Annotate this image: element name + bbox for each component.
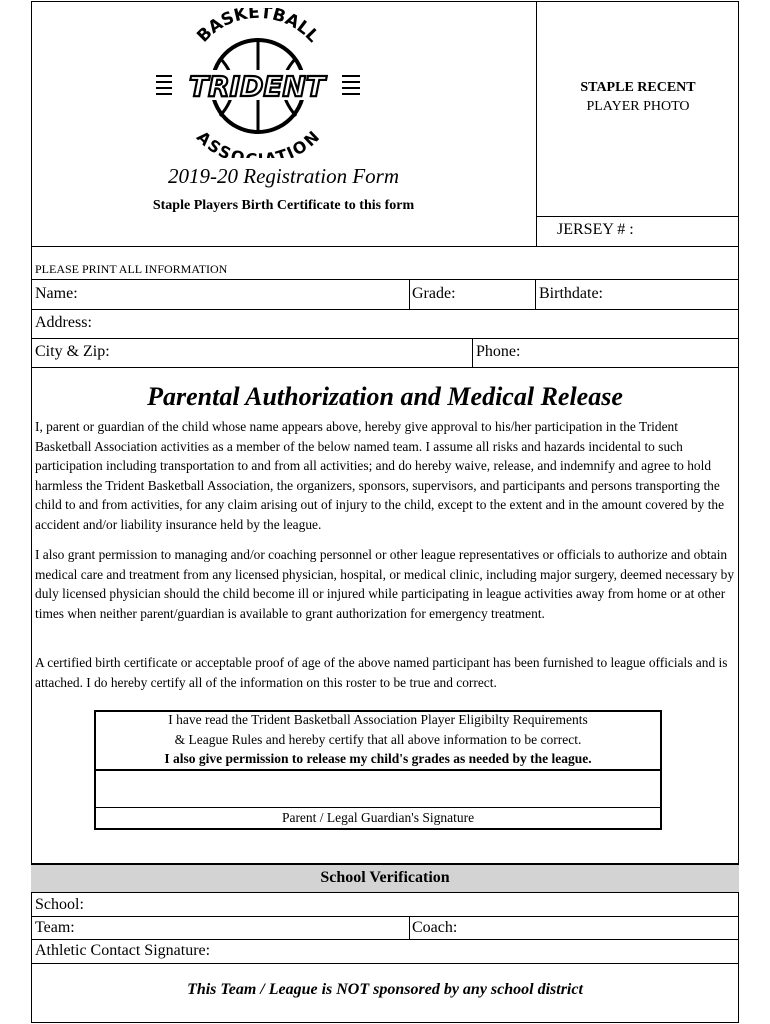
name-field[interactable]: Name: bbox=[35, 285, 78, 302]
logo-trident-text: TRIDENT bbox=[189, 70, 325, 103]
certify-line-2: & League Rules and hereby certify that all above information to be correct. bbox=[174, 732, 582, 747]
release-paragraph-2: I also grant permission to managing and/or coaching personnel or other league representatives or officials to authorize and obtain medical care and treatment from any licensed physician, hospital, or medical clinic, including major surgery, deemed necessary by duly licensed physician should the child become ill or injured while participating in league activities away from home or at other times when neither parent/guardian is available to grant authorization for emergency treatment. bbox=[35, 547, 735, 621]
athletic-contact-signature-field[interactable]: Athletic Contact Signature: bbox=[35, 942, 211, 959]
print-note: PLEASE PRINT ALL INFORMATION bbox=[35, 262, 228, 276]
release-paragraph-1: I, parent or guardian of the child whose name appears above, hereby give approval to his/her participation in the Trident Basketball Association activities as a member of the below named team. I assume all risks and hazards incidental to such participation including transportation to and from all activities; and do hereby waive, release, and indemnify and agree to hold harmless the Trident Basketball Association, the organizers, sponsors, supervisors, and participants and persons transporting the child to and from activities, for any claim arising out of injury to the child, except to the extent and in the amount covered by the accident and/or liability insurance held by the league. bbox=[35, 419, 725, 532]
basketball-logo-graphic bbox=[150, 8, 365, 158]
release-title: Parental Authorization and Medical Release bbox=[147, 382, 623, 411]
jersey-number-label[interactable]: JERSEY # : bbox=[557, 221, 634, 238]
form-title: 2019-20 Registration Form bbox=[168, 164, 399, 188]
school-verification-title: School Verification bbox=[320, 869, 450, 886]
address-field[interactable]: Address: bbox=[35, 314, 92, 331]
certify-line-3: I also give permission to release my child's grades as needed by the league. bbox=[164, 751, 592, 766]
birthdate-field[interactable]: Birthdate: bbox=[539, 285, 603, 302]
certify-line-1: I have read the Trident Basketball Association Player Eligibilty Requirements bbox=[168, 712, 588, 727]
logo-arc-bottom: ASSO TION bbox=[193, 127, 323, 158]
team-field[interactable]: Team: bbox=[35, 919, 75, 936]
guardian-signature-label: Parent / Legal Guardian's Signature bbox=[281, 810, 475, 825]
photo-box-line1: STAPLE RECENT bbox=[580, 80, 696, 95]
sponsorship-disclaimer: This Team / League is NOT sponsored by any school district bbox=[187, 981, 583, 998]
logo bbox=[150, 8, 365, 158]
guardian-signature-field[interactable] bbox=[96, 771, 660, 807]
city-zip-field[interactable]: City & Zip: bbox=[35, 343, 110, 360]
logo-arc-top: BASKETBALL bbox=[193, 8, 323, 47]
birth-certificate-note: Staple Players Birth Certificate to this form bbox=[152, 198, 415, 213]
phone-field[interactable]: Phone: bbox=[476, 343, 521, 360]
grade-field[interactable]: Grade: bbox=[412, 285, 456, 302]
release-paragraph-3: A certified birth certificate or acceptable proof of age of the above named participant has been furnished to league officials and is attached. I do hereby certify all of the information on this roster to be true and correct. bbox=[35, 655, 728, 690]
coach-field[interactable]: Coach: bbox=[412, 919, 458, 936]
school-field[interactable]: School: bbox=[35, 896, 84, 913]
photo-box-line2: PLAYER PHOTO bbox=[586, 99, 690, 114]
